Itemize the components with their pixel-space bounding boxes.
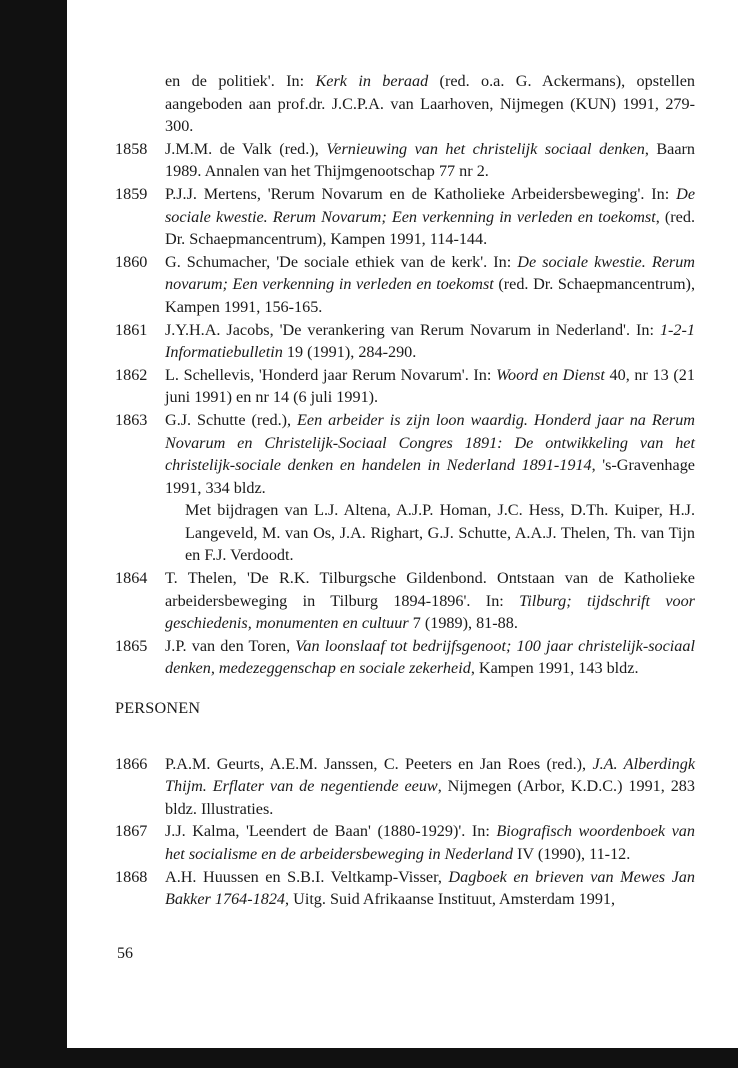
entry-title-segment: Woord en Dienst [496,365,605,384]
bibliography-entry [115,820,695,865]
entry-number: 1868 [115,867,148,886]
entry-number: 1859 [115,184,148,203]
entry-number: 1865 [115,636,148,655]
entry-text-segment: (red. Dr. Schaepmancentrum), Kampen 1991, 156-165. [165,275,695,316]
entry-text-segment: J.M.M. de Valk (red.), [165,139,327,158]
entry-title-segment: Vernieuwing van het christelijk sociaal denken [326,139,645,158]
bibliography-entries [115,70,695,680]
entry-text-segment: T. Thelen, 'De R.K. Tilburgsche Gildenbond. Ontstaan van de Katholieke arbeidersbeweging in Tilburg 1894-1896'. In: [165,569,695,610]
entry-text-segment: 40, nr 13 (21 juni 1991) en nr 14 (6 juli 1991). [165,365,695,407]
page-number: 56 [117,945,133,962]
bibliography-entry [115,251,695,319]
entry-number: 1864 [115,569,148,588]
bibliography-entry [115,138,695,183]
entry-text-segment: J.J. Kalma, 'Leendert de Baan' (1880-1929)'. In: [165,822,497,841]
entry-number: 1858 [115,139,148,158]
entry-title-segment: De sociale kwestie. Rerum Novarum; Een verkenning in verleden en toekomst [165,184,695,226]
entry-text-segment: G.J. Schutte (red.), [165,410,297,429]
entry-text [165,753,695,821]
entry-text-segment: L. Schellevis, 'Honderd jaar Rerum Novarum'. In: [165,365,497,384]
entry-number: 1866 [115,754,148,773]
entry-title-segment: 1-2-1 Informatiebulletin [165,320,695,362]
document-page [67,0,738,1048]
entry-title-segment: Dagboek en brieven van Mewes Jan Bakker 1764-1824 [165,867,695,909]
entry-text-segment: P.A.M. Geurts, A.E.M. Janssen, C. Peeters en Jan Roes (red.), [165,754,593,773]
entry-text-segment: (red. o.a. G. Ackermans), opstellen aangeboden aan prof.dr. J.C.P.A. van Laarhoven, Nijmegen (KUN) 1991, 279-300. [165,72,695,136]
entry-text [165,567,695,635]
scan-border [0,1048,738,1068]
section-heading: PERSONEN [115,699,201,718]
bibliography-entry [115,567,695,635]
entry-text-segment: J.Y.H.A. Jacobs, 'De verankering van Rerum Novarum in Nederland'. In: [165,320,660,339]
bibliography-entry [115,319,695,364]
entry-number: 1863 [115,410,148,429]
entry-number: 1861 [115,320,148,339]
entry-text [165,138,695,183]
entry-text [165,820,695,865]
entry-text-segment: , Baarn 1989. Annalen van het Thijmgenootschap 77 nr 2. [165,139,695,181]
entry-text-segment: en de politiek'. In: [165,72,316,90]
entry-text [165,251,695,319]
entry-note: Met bijdragen van L.J. Altena, A.J.P. Homan, J.C. Hess, D.Th. Kuiper, H.J. Langeveld, M. van Os, J.A. Righart, G.J. Schutte, A.A.J. Thelen, Th. van Tijn en F.J. Verdoodt. [185,501,695,565]
entry-title-segment: Kerk in beraad [315,72,429,90]
entry-text [165,635,695,680]
entry-text-segment: , (red. Dr. Schaepmancentrum), Kampen 1991, 114-144. [165,207,696,249]
entry-number: 1867 [115,822,148,841]
entry-text [165,70,695,138]
entry-text-segment: , Kampen 1991, 143 bldz. [470,659,639,678]
bibliography-entry [115,753,695,821]
entry-text-segment: 19 (1991), 284-290. [282,343,417,362]
entry-text-segment: , Uitg. Suid Afrikaanse Instituut, Amsterdam 1991, [285,890,616,909]
bibliography-entry [115,364,695,409]
entry-text-segment: 7 (1989), 81-88. [408,614,518,633]
entry-title-segment: Van loonslaaf tot bedrijfsgenoot; 100 jaar christelijk-sociaal denken, medezeggenschap en sociale zekerheid [165,636,695,678]
bibliography-entry [115,635,695,680]
bibliography-list [115,70,695,911]
entry-title-segment: Biografisch woordenboek van het socialisme en de arbeidersbeweging in Nederland [165,822,695,863]
person-entries [115,753,695,911]
entry-title-segment: De sociale kwestie. Rerum novarum; Een verkenning in verleden en toekomst [165,252,695,294]
bibliography-entry [115,183,695,251]
entry-text-segment: P.J.J. Mertens, 'Rerum Novarum en de Katholieke Arbeidersbeweging'. In: [165,184,677,203]
entry-title-segment: Tilburg; tijdschrift voor geschiedenis, monumenten en cultuur [165,591,695,633]
entry-text-segment: IV (1990), 11-12. [512,845,631,863]
entry-text-segment: , 's-Gravenhage 1991, 334 bldz. [165,456,695,497]
entry-text-segment: A.H. Huussen en S.B.I. Veltkamp-Visser, [165,867,449,886]
entry-text [165,409,695,567]
entry-text-segment: J.P. van den Toren, [165,636,296,655]
entry-text [165,364,695,409]
entry-title-segment: Een arbeider is zijn loon waardig. Honderd jaar na Rerum Novarum en Christelijk-Sociaal Congres 1891: De ontwikkeling van het christelijk-sociale denken en handelen in Nederland 1891-1914 [165,410,695,475]
entry-text [165,183,695,251]
entry-number: 1862 [115,365,148,384]
entry-text-segment: , Nijmegen (Arbor, K.D.C.) 1991, 283 bldz. Illustraties. [165,777,695,818]
entry-number: 1860 [115,252,148,271]
entry-text [165,319,695,364]
bibliography-entry [115,409,695,567]
entry-number [115,70,165,138]
entry-text-segment: G. Schumacher, 'De sociale ethiek van de kerk'. In: [165,252,518,271]
bibliography-entry [115,70,695,138]
entry-title-segment: J.A. Alberdingk Thijm. Erflater van de negentiende eeuw [165,754,696,796]
bibliography-entry [115,866,695,911]
entry-text [165,866,695,911]
